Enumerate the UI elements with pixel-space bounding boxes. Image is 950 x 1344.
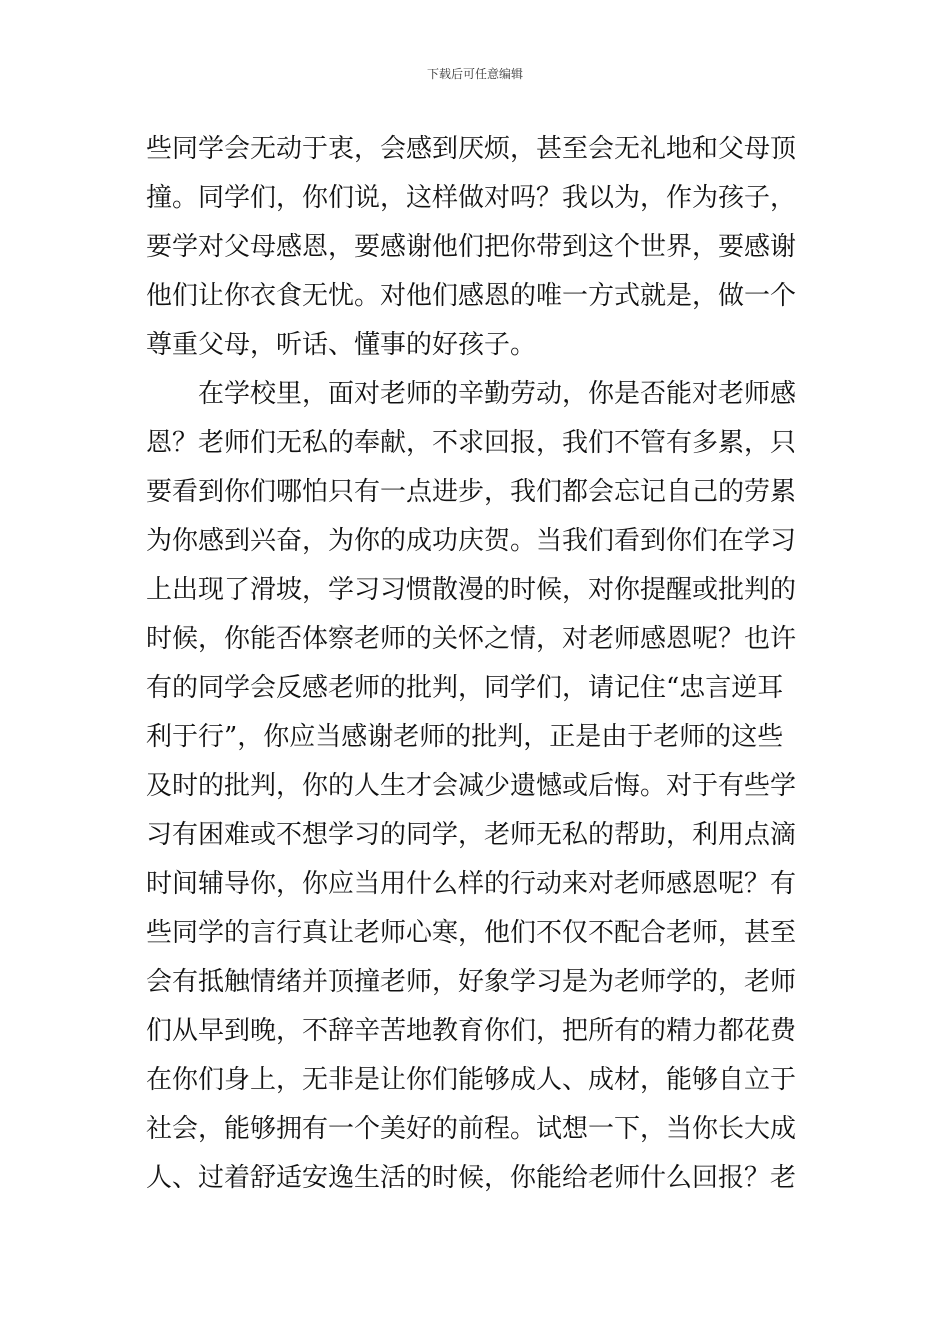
- text-line: 时候，你能否体察老师的关怀之情，对老师感恩呢？也许: [146, 624, 797, 654]
- text-line: 有的同学会反感老师的批判，同学们，请记住“忠言逆耳: [146, 673, 784, 703]
- text-line: 在你们身上，无非是让你们能够成人、成材，能够自立于: [146, 1065, 797, 1095]
- text-line: 时间辅导你，你应当用什么样的行动来对老师感恩呢？有: [146, 869, 797, 899]
- text-line: 尊重父母，听话、懂事的好孩子。: [146, 330, 537, 360]
- body-text: [146, 125, 811, 1203]
- text-line: 些同学会无动于衷，会感到厌烦，甚至会无礼地和父母顶: [146, 134, 797, 164]
- text-line: 利于行”，你应当感谢老师的批判，正是由于老师的这些: [146, 722, 784, 752]
- page-header: 下载后可任意编辑: [426, 67, 523, 81]
- text-line: 习有困难或不想学习的同学，老师无私的帮助，利用点滴: [146, 820, 797, 850]
- text-line: 会有抵触情绪并顶撞老师，好象学习是为老师学的，老师: [146, 967, 797, 997]
- text-line: 为你感到兴奋，为你的成功庆贺。当我们看到你们在学习: [146, 526, 797, 556]
- text-line: 人、过着舒适安逸生活的时候，你能给老师什么回报？老: [146, 1163, 797, 1193]
- text-line: 上出现了滑坡，学习习惯散漫的时候，对你提醒或批判的: [146, 575, 797, 605]
- text-line: 要看到你们哪怕只有一点进步，我们都会忘记自己的劳累: [146, 477, 797, 507]
- text-line: 恩？老师们无私的奉献，不求回报，我们不管有多累，只: [146, 428, 797, 458]
- text-line: 他们让你衣食无忧。对他们感恩的唯一方式就是，做一个: [146, 281, 797, 311]
- text-line: 在学校里，面对老师的辛勤劳动，你是否能对老师感: [146, 379, 797, 409]
- text-line: 撞。同学们，你们说，这样做对吗？我以为，作为孩子，: [146, 183, 797, 213]
- text-line: 们从早到晚，不辞辛苦地教育你们，把所有的精力都花费: [146, 1016, 797, 1046]
- text-line: 社会，能够拥有一个美好的前程。试想一下，当你长大成: [146, 1114, 797, 1144]
- text-line: 些同学的言行真让老师心寒，他们不仅不配合老师，甚至: [146, 918, 797, 948]
- text-line: 要学对父母感恩，要感谢他们把你带到这个世界，要感谢: [146, 232, 797, 262]
- text-line: 及时的批判，你的人生才会减少遗憾或后悔。对于有些学: [146, 771, 797, 801]
